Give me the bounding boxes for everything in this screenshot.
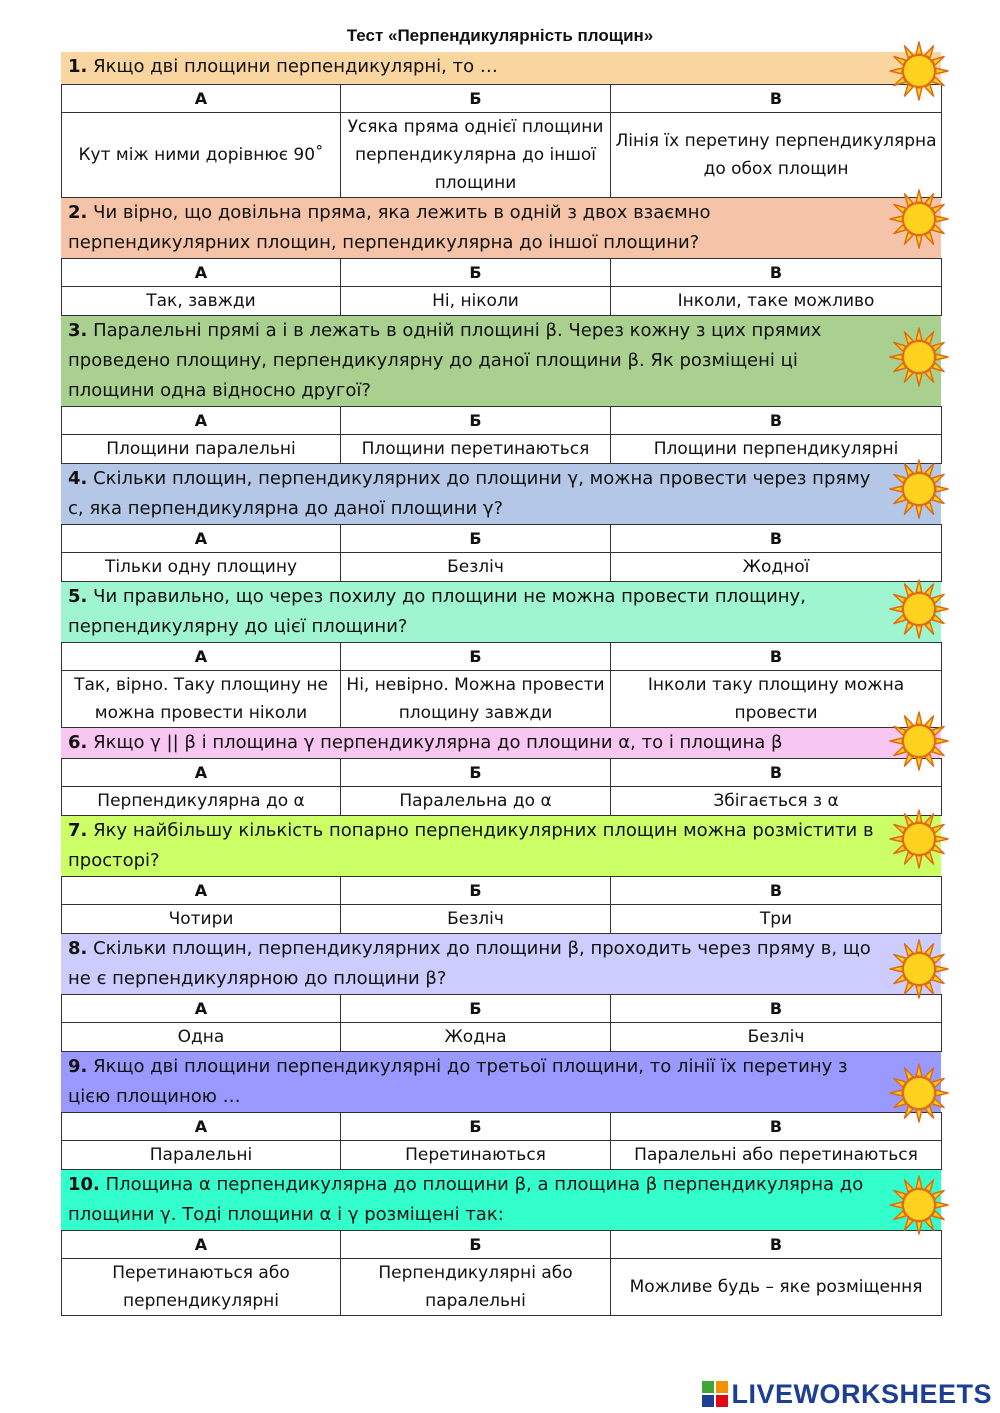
- answer-option[interactable]: Усяка пряма однієї площини перпендикулярна до іншої площини: [341, 113, 611, 198]
- answer-option[interactable]: Безліч: [341, 905, 611, 934]
- answers-row: [62, 905, 942, 934]
- question-5: [61, 582, 941, 728]
- question-3: [61, 316, 941, 464]
- question-text: Площина α перпендикулярна до площини β, а площина β перпендикулярна до площини γ. Тоді площини α і γ розміщені так:: [68, 1174, 864, 1225]
- brand-name: LIVEWORKSHEETS: [731, 1378, 992, 1409]
- option-letters-row: [62, 877, 942, 905]
- answer-table: [61, 642, 942, 728]
- question-number: 10.: [68, 1174, 100, 1195]
- question-7: [61, 816, 941, 934]
- answers-row: [62, 113, 942, 198]
- quiz-container: [61, 52, 941, 1316]
- option-letter: В: [611, 877, 942, 905]
- question-text: Чи правильно, що через похилу до площини не можна провести площину, перпендикулярну до цієї площини?: [68, 586, 806, 637]
- answer-option[interactable]: Перетинаються або перпендикулярні: [62, 1259, 341, 1316]
- answer-table: [61, 758, 942, 816]
- option-letter: Б: [341, 85, 611, 113]
- answer-option[interactable]: Жодна: [341, 1023, 611, 1052]
- answer-option[interactable]: Ні, ніколи: [341, 287, 611, 316]
- option-letter: Б: [341, 877, 611, 905]
- option-letter: Б: [341, 259, 611, 287]
- answer-table: [61, 1230, 942, 1316]
- question-text: Якщо дві площини перпендикулярні до третьої площини, то лінії їх перетину з цією площиною …: [68, 1056, 848, 1107]
- question-header: [61, 816, 941, 876]
- answers-row: [62, 553, 942, 582]
- option-letter: А: [62, 525, 341, 553]
- question-10: [61, 1170, 941, 1316]
- answers-row: [62, 287, 942, 316]
- option-letter: А: [62, 759, 341, 787]
- question-text: Якщо γ || β і площина γ перпендикулярна до площини α, то і площина β: [93, 732, 783, 753]
- sun-icon[interactable]: [888, 188, 950, 250]
- question-header: [61, 934, 941, 994]
- option-letters-row: [62, 407, 942, 435]
- page-title: Тест «Перпендикулярність площин»: [346, 26, 654, 45]
- option-letter: Б: [341, 1231, 611, 1259]
- sun-icon[interactable]: [888, 1174, 950, 1236]
- option-letter: Б: [341, 643, 611, 671]
- option-letters-row: [62, 259, 942, 287]
- option-letter: А: [62, 259, 341, 287]
- answers-row: [62, 1141, 942, 1170]
- answer-option[interactable]: Інколи таку площину можна провести: [611, 671, 942, 728]
- answer-table: [61, 258, 942, 316]
- option-letters-row: [62, 643, 942, 671]
- option-letters-row: [62, 759, 942, 787]
- option-letter: Б: [341, 407, 611, 435]
- option-letters-row: [62, 995, 942, 1023]
- question-number: 4.: [68, 468, 88, 489]
- option-letters-row: [62, 85, 942, 113]
- answer-option[interactable]: Одна: [62, 1023, 341, 1052]
- question-number: 3.: [68, 320, 88, 341]
- question-text: Якщо дві площини перпендикулярні, то …: [93, 56, 498, 77]
- answers-row: [62, 787, 942, 816]
- answer-option[interactable]: Паралельна до α: [341, 787, 611, 816]
- answer-option[interactable]: Три: [611, 905, 942, 934]
- sun-icon[interactable]: [888, 1062, 950, 1124]
- option-letter: В: [611, 407, 942, 435]
- question-header: [61, 316, 941, 406]
- answer-table: [61, 876, 942, 934]
- question-header: [61, 728, 941, 758]
- option-letter: Б: [341, 1113, 611, 1141]
- question-header: [61, 52, 941, 84]
- question-number: 8.: [68, 938, 88, 959]
- answer-table: [61, 1112, 942, 1170]
- answer-option[interactable]: Так, вірно. Таку площину не можна провести ніколи: [62, 671, 341, 728]
- option-letter: В: [611, 643, 942, 671]
- sun-icon[interactable]: [888, 458, 950, 520]
- question-header: [61, 464, 941, 524]
- answer-option[interactable]: Паралельні: [62, 1141, 341, 1170]
- option-letter: А: [62, 407, 341, 435]
- sun-icon[interactable]: [888, 710, 950, 772]
- answer-option[interactable]: Збігається з α: [611, 787, 942, 816]
- answer-option[interactable]: Ні, невірно. Можна провести площину завжди: [341, 671, 611, 728]
- sun-icon[interactable]: [888, 40, 950, 102]
- question-text: Паралельні прямі а і в лежать в одній площині β. Через кожну з цих прямих проведено площину, перпендикулярну до даної площини β. Як розміщені ці площини одна відносно другої?: [68, 320, 822, 401]
- question-number: 7.: [68, 820, 88, 841]
- question-text: Яку найбільшу кількість попарно перпендикулярних площин можна розмістити в просторі?: [68, 820, 874, 871]
- option-letter: А: [62, 877, 341, 905]
- answer-option[interactable]: Перпендикулярні або паралельні: [341, 1259, 611, 1316]
- answer-option[interactable]: Чотири: [62, 905, 341, 934]
- option-letter: А: [62, 85, 341, 113]
- option-letter: А: [62, 1231, 341, 1259]
- question-9: [61, 1052, 941, 1170]
- answers-row: [62, 435, 942, 464]
- option-letters-row: [62, 1231, 942, 1259]
- option-letter: В: [611, 1113, 942, 1141]
- answer-option[interactable]: Інколи, таке можливо: [611, 287, 942, 316]
- option-letter: В: [611, 525, 942, 553]
- answer-option[interactable]: Тільки одну площину: [62, 553, 341, 582]
- option-letter: А: [62, 995, 341, 1023]
- option-letters-row: [62, 1113, 942, 1141]
- sun-icon[interactable]: [888, 938, 950, 1000]
- question-6: [61, 728, 941, 816]
- sun-icon[interactable]: [888, 326, 950, 388]
- answer-table: [61, 406, 942, 464]
- answers-row: [62, 1023, 942, 1052]
- question-number: 2.: [68, 202, 88, 223]
- answer-table: [61, 84, 942, 198]
- option-letter: В: [611, 759, 942, 787]
- answers-row: [62, 1259, 942, 1316]
- question-header: [61, 582, 941, 642]
- question-8: [61, 934, 941, 1052]
- option-letter: Б: [341, 995, 611, 1023]
- question-header: [61, 1170, 941, 1230]
- brand-logo: [702, 1379, 992, 1409]
- option-letter: В: [611, 1231, 942, 1259]
- answer-option[interactable]: Так, завжди: [62, 287, 341, 316]
- answer-option[interactable]: Площини паралельні: [62, 435, 341, 464]
- question-text: Чи вірно, що довільна пряма, яка лежить в одній з двох взаємно перпендикулярних площин, перпендикулярна до іншої площини?: [68, 202, 711, 253]
- question-2: [61, 198, 941, 316]
- sun-icon[interactable]: [888, 808, 950, 870]
- answer-option[interactable]: Жодної: [611, 553, 942, 582]
- question-header: [61, 198, 941, 258]
- answer-option[interactable]: Площини перпендикулярні: [611, 435, 942, 464]
- answer-option[interactable]: Безліч: [341, 553, 611, 582]
- option-letters-row: [62, 525, 942, 553]
- question-1: [61, 52, 941, 198]
- option-letter: Б: [341, 525, 611, 553]
- answers-row: [62, 671, 942, 728]
- answer-option[interactable]: Перпендикулярна до α: [62, 787, 341, 816]
- answer-option[interactable]: Безліч: [611, 1023, 942, 1052]
- option-letter: А: [62, 1113, 341, 1141]
- answer-option[interactable]: Кут між ними дорівнює 90˚: [62, 113, 341, 198]
- answer-option[interactable]: Можливе будь – яке розміщення: [611, 1259, 942, 1316]
- answer-table: [61, 994, 942, 1052]
- question-number: 1.: [68, 56, 88, 77]
- question-text: Скільки площин, перпендикулярних до площини β, проходить через пряму в, що не є перпендикулярною до площини β?: [68, 938, 871, 989]
- answer-table: [61, 524, 942, 582]
- question-number: 6.: [68, 732, 88, 753]
- option-letter: В: [611, 85, 942, 113]
- option-letter: В: [611, 995, 942, 1023]
- answer-option[interactable]: Перетинаються: [341, 1141, 611, 1170]
- answer-option[interactable]: Площини перетинаються: [341, 435, 611, 464]
- question-header: [61, 1052, 941, 1112]
- question-number: 9.: [68, 1056, 88, 1077]
- option-letter: Б: [341, 759, 611, 787]
- liveworksheets-logo-icon: [702, 1381, 728, 1407]
- option-letter: А: [62, 643, 341, 671]
- question-text: Скільки площин, перпендикулярних до площини γ, можна провести через пряму с, яка перпендикулярна до даної площини γ?: [68, 468, 871, 519]
- question-4: [61, 464, 941, 582]
- option-letter: В: [611, 259, 942, 287]
- question-number: 5.: [68, 586, 88, 607]
- answer-option[interactable]: Паралельні або перетинаються: [611, 1141, 942, 1170]
- sun-icon[interactable]: [888, 578, 950, 640]
- answer-option[interactable]: Лінія їх перетину перпендикулярна до обох площин: [611, 113, 942, 198]
